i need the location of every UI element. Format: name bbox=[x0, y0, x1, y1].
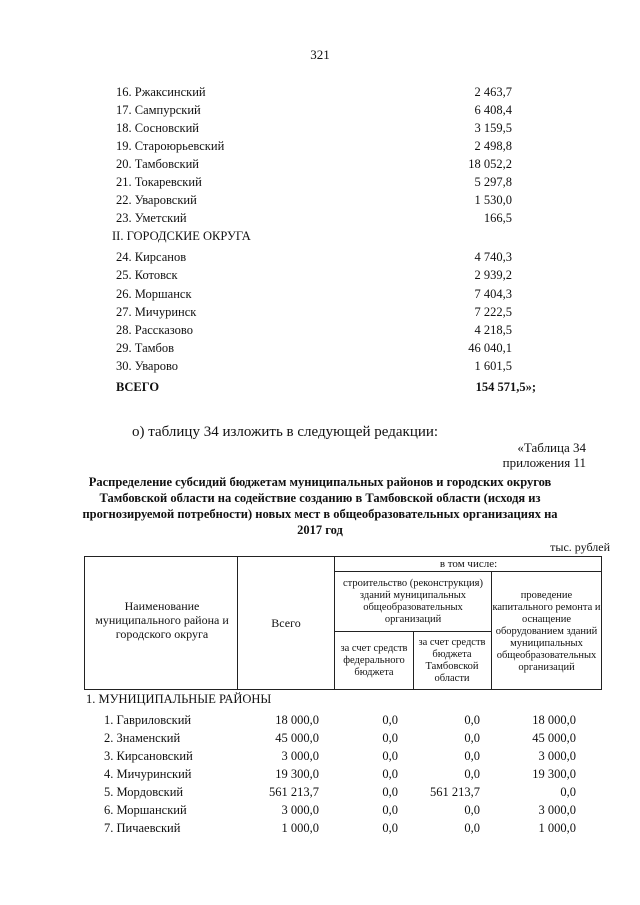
list-item bbox=[0, 268, 640, 286]
list-item bbox=[0, 341, 640, 359]
table-row bbox=[0, 803, 640, 821]
row-total: 3 000,0 bbox=[281, 803, 319, 817]
table-row bbox=[0, 731, 640, 749]
table-caption-number: «Таблица 34 bbox=[517, 440, 586, 455]
district-value: 18 052,2 bbox=[468, 157, 512, 171]
list-item bbox=[0, 103, 640, 121]
city-value: 7 404,3 bbox=[474, 287, 512, 301]
city-value: 1 601,5 bbox=[474, 359, 512, 373]
header-regional: за счет средств бюджета Тамбовской области bbox=[418, 637, 486, 684]
district-name: 19. Староюрьевский bbox=[116, 139, 225, 153]
list-item bbox=[0, 175, 640, 193]
units-label: тыс. рублей bbox=[550, 540, 610, 554]
row-divider bbox=[334, 571, 602, 572]
row-total: 19 300,0 bbox=[275, 767, 319, 781]
row-repair: 3 000,0 bbox=[538, 803, 576, 817]
list-item bbox=[0, 211, 640, 229]
district-value: 166,5 bbox=[483, 211, 512, 225]
row-total: 3 000,0 bbox=[281, 749, 319, 763]
table-caption-appendix: приложения 11 bbox=[502, 455, 586, 470]
row-regional: 561 213,7 bbox=[430, 785, 480, 799]
table-row bbox=[0, 821, 640, 839]
table-section-label: 1. МУНИЦИПАЛЬНЫЕ РАЙОНЫ bbox=[86, 692, 272, 706]
district-name: 23. Уметский bbox=[116, 211, 187, 225]
row-repair: 3 000,0 bbox=[538, 749, 576, 763]
row-regional: 0,0 bbox=[464, 749, 480, 763]
city-name: 28. Рассказово bbox=[116, 323, 193, 337]
row-divider bbox=[334, 631, 491, 632]
row-name: 6. Моршанский bbox=[104, 803, 187, 817]
row-federal: 0,0 bbox=[382, 749, 398, 763]
city-name: 25. Котовск bbox=[116, 268, 178, 282]
header-total-column: Всего bbox=[271, 615, 301, 630]
row-repair: 1 000,0 bbox=[538, 821, 576, 835]
city-value: 2 939,2 bbox=[474, 268, 512, 282]
row-name: 3. Кирсановский bbox=[104, 749, 193, 763]
district-name: 21. Токаревский bbox=[116, 175, 202, 189]
total-label: ВСЕГО bbox=[116, 380, 160, 394]
list-item bbox=[0, 121, 640, 139]
district-value: 2 498,8 bbox=[474, 139, 512, 153]
row-federal: 0,0 bbox=[382, 713, 398, 727]
instruction-text: о) таблицу 34 изложить в следующей редакции: bbox=[132, 424, 439, 440]
district-name: 22. Уваровский bbox=[116, 193, 197, 207]
district-value: 5 297,8 bbox=[474, 175, 512, 189]
header-federal: за счет средств федерального бюджета bbox=[340, 643, 408, 678]
row-total: 18 000,0 bbox=[275, 713, 319, 727]
row-name: 2. Знаменский bbox=[104, 731, 181, 745]
row-repair: 0,0 bbox=[560, 785, 576, 799]
list-item bbox=[0, 85, 640, 103]
district-name: 20. Тамбовский bbox=[116, 157, 199, 171]
row-regional: 0,0 bbox=[464, 767, 480, 781]
total-row bbox=[0, 380, 640, 398]
list-item bbox=[0, 323, 640, 341]
row-federal: 0,0 bbox=[382, 803, 398, 817]
row-name: 4. Мичуринский bbox=[104, 767, 192, 781]
district-value: 3 159,5 bbox=[474, 121, 512, 135]
city-value: 7 222,5 bbox=[474, 305, 512, 319]
row-regional: 0,0 bbox=[464, 803, 480, 817]
city-name: 27. Мичуринск bbox=[116, 305, 197, 319]
row-total: 45 000,0 bbox=[275, 731, 319, 745]
row-total: 1 000,0 bbox=[281, 821, 319, 835]
section-heading bbox=[0, 229, 640, 247]
column-divider bbox=[334, 556, 335, 690]
row-federal: 0,0 bbox=[382, 767, 398, 781]
header-including: в том числе: bbox=[439, 557, 498, 570]
district-name: 17. Сампурский bbox=[116, 103, 201, 117]
row-total: 561 213,7 bbox=[269, 785, 319, 799]
table-row bbox=[0, 785, 640, 803]
header-name-column: Наименование муниципального района и городского округа bbox=[95, 599, 229, 641]
table-row bbox=[0, 713, 640, 731]
city-value: 46 040,1 bbox=[468, 341, 512, 355]
list-item bbox=[0, 157, 640, 175]
table-row bbox=[0, 749, 640, 767]
district-name: 16. Ржаксинский bbox=[116, 85, 206, 99]
row-repair: 19 300,0 bbox=[532, 767, 576, 781]
row-repair: 18 000,0 bbox=[532, 713, 576, 727]
row-federal: 0,0 bbox=[382, 785, 398, 799]
list-item bbox=[0, 305, 640, 323]
city-name: 29. Тамбов bbox=[116, 341, 175, 355]
table-row bbox=[0, 767, 640, 785]
list-item bbox=[0, 193, 640, 211]
header-construction: строительство (реконструкция) зданий муниципальных общеобразовательных организаций bbox=[342, 578, 484, 625]
district-value: 6 408,4 bbox=[474, 103, 512, 117]
header-repair: проведение капитального ремонта и оснащение оборудованием зданий муниципальных общеобразовательных организаций bbox=[492, 589, 601, 673]
district-value: 2 463,7 bbox=[474, 85, 512, 99]
city-name: 30. Уварово bbox=[116, 359, 179, 373]
list-item bbox=[0, 139, 640, 157]
row-regional: 0,0 bbox=[464, 713, 480, 727]
city-name: 26. Моршанск bbox=[116, 287, 192, 301]
district-value: 1 530,0 bbox=[474, 193, 512, 207]
list-item bbox=[0, 287, 640, 305]
row-federal: 0,0 bbox=[382, 821, 398, 835]
list-item bbox=[0, 359, 640, 377]
city-name: 24. Кирсанов bbox=[116, 250, 187, 264]
row-federal: 0,0 bbox=[382, 731, 398, 745]
city-value: 4 218,5 bbox=[474, 323, 512, 337]
page-number: 321 bbox=[310, 47, 330, 62]
total-value: 154 571,5»; bbox=[475, 380, 536, 394]
row-name: 7. Пичаевский bbox=[104, 821, 181, 835]
row-name: 5. Мордовский bbox=[104, 785, 184, 799]
list-item bbox=[0, 250, 640, 268]
district-name: 18. Сосновский bbox=[116, 121, 199, 135]
table-section-row bbox=[0, 692, 640, 710]
row-regional: 0,0 bbox=[464, 821, 480, 835]
row-regional: 0,0 bbox=[464, 731, 480, 745]
row-repair: 45 000,0 bbox=[532, 731, 576, 745]
section-label: II. ГОРОДСКИЕ ОКРУГА bbox=[112, 229, 251, 243]
row-name: 1. Гавриловский bbox=[104, 713, 192, 727]
table-title: Распределение субсидий бюджетам муниципальных районов и городских округов Тамбовской области на содействие созданию в Тамбовской области (исходя из прогнозируемой потребности) новых мест в общеобразовательных организациях на 2017 год bbox=[82, 475, 558, 537]
city-value: 4 740,3 bbox=[474, 250, 512, 264]
